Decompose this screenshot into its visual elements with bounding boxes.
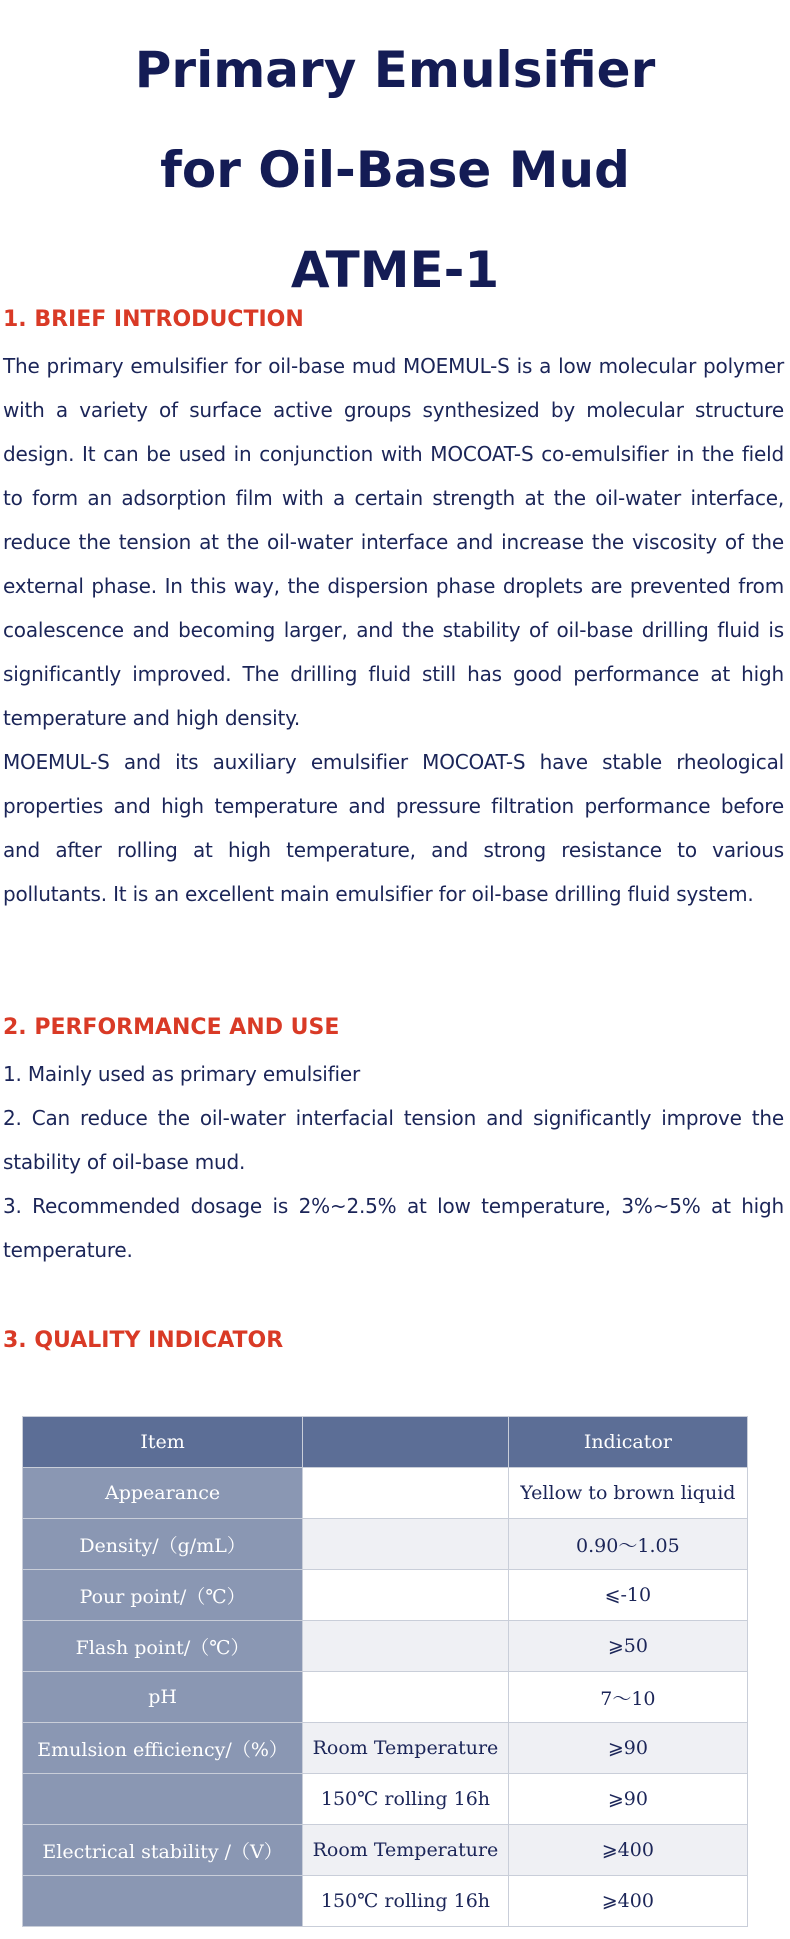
header-item: Item — [23, 1417, 303, 1468]
title-line-2: for Oil-Base Mud — [160, 141, 630, 199]
cell-item: Emulsion efficiency/（%） — [23, 1723, 303, 1774]
intro-paragraph: The primary emulsifier for oil-base mud MOEMUL-S is a low molecular polymer with a variety of surface active groups synthesized by molecular structure design. It can be used in conjunction with MOCOAT-S co-emulsifier in the field to form an adsorption film with a certain strength at the oil-water interface, reduce the tension at the oil-water interface and increase the viscosity of the external phase. In this way, the dispersion phase droplets are prevented from coalescence and becoming larger, and the stability of oil-base drilling fluid is significantly improved. The drilling fluid still has good performance at high temperature and high density. — [3, 354, 784, 730]
table-row — [23, 1468, 748, 1519]
cell-item: pH — [23, 1672, 303, 1723]
cell-item: Flash point/（℃） — [23, 1621, 303, 1672]
list-item: 3. Recommended dosage is 2%~2.5% at low temperature, 3%~5% at high temperature. — [3, 1194, 784, 1262]
list-item: 2. Can reduce the oil-water interfacial tension and significantly improve the stability of oil-base mud. — [3, 1106, 784, 1174]
table-row — [23, 1519, 748, 1570]
cell-condition — [303, 1570, 509, 1621]
cell-indicator: ⩾400 — [508, 1876, 747, 1927]
list-item: 1. Mainly used as primary emulsifier — [3, 1062, 360, 1086]
intro-body — [3, 344, 784, 916]
section-heading-intro: 1. BRIEF INTRODUCTION — [3, 307, 304, 332]
cell-indicator: ⩾90 — [508, 1774, 747, 1825]
header-condition — [303, 1417, 509, 1468]
header-indicator: Indicator — [508, 1417, 747, 1468]
cell-condition: Room Temperature — [303, 1723, 509, 1774]
cell-indicator: 7～10 — [508, 1672, 747, 1723]
table-row — [23, 1621, 748, 1672]
table-row — [23, 1723, 748, 1774]
performance-list — [3, 1052, 784, 1272]
cell-condition: 150℃ rolling 16h — [303, 1774, 509, 1825]
table-row — [23, 1825, 748, 1876]
intro-paragraph: MOEMUL-S and its auxiliary emulsifier MOCOAT-S have stable rheological properties and high temperature and pressure filtration performance before and after rolling at high temperature, and strong resistance to various pollutants. It is an excellent main emulsifier for oil-base drilling fluid system. — [3, 750, 784, 906]
cell-item — [23, 1774, 303, 1825]
cell-item: Density/（g/mL） — [23, 1519, 303, 1570]
cell-indicator: ⩾90 — [508, 1723, 747, 1774]
table-row — [23, 1876, 748, 1927]
cell-indicator: Yellow to brown liquid — [508, 1468, 747, 1519]
cell-item — [23, 1876, 303, 1927]
cell-item: Electrical stability /（V） — [23, 1825, 303, 1876]
table-row — [23, 1774, 748, 1825]
cell-condition — [303, 1468, 509, 1519]
cell-indicator: ⩾50 — [508, 1621, 747, 1672]
cell-item: Pour point/（℃） — [23, 1570, 303, 1621]
table-header-row — [23, 1417, 748, 1468]
cell-item: Appearance — [23, 1468, 303, 1519]
cell-indicator: ⩽-10 — [508, 1570, 747, 1621]
quality-indicator-table — [22, 1416, 748, 1927]
title-line-3: ATME-1 — [290, 241, 500, 299]
cell-condition — [303, 1621, 509, 1672]
title-line-1: Primary Emulsifier — [134, 41, 656, 99]
table-row — [23, 1672, 748, 1723]
product-title — [0, 20, 790, 320]
cell-condition: Room Temperature — [303, 1825, 509, 1876]
table-row — [23, 1570, 748, 1621]
cell-indicator: 0.90～1.05 — [508, 1519, 747, 1570]
cell-condition: 150℃ rolling 16h — [303, 1876, 509, 1927]
cell-condition — [303, 1519, 509, 1570]
cell-condition — [303, 1672, 509, 1723]
section-heading-quality: 3. QUALITY INDICATOR — [3, 1328, 284, 1353]
section-heading-performance: 2. PERFORMANCE AND USE — [3, 1015, 340, 1040]
cell-indicator: ⩾400 — [508, 1825, 747, 1876]
